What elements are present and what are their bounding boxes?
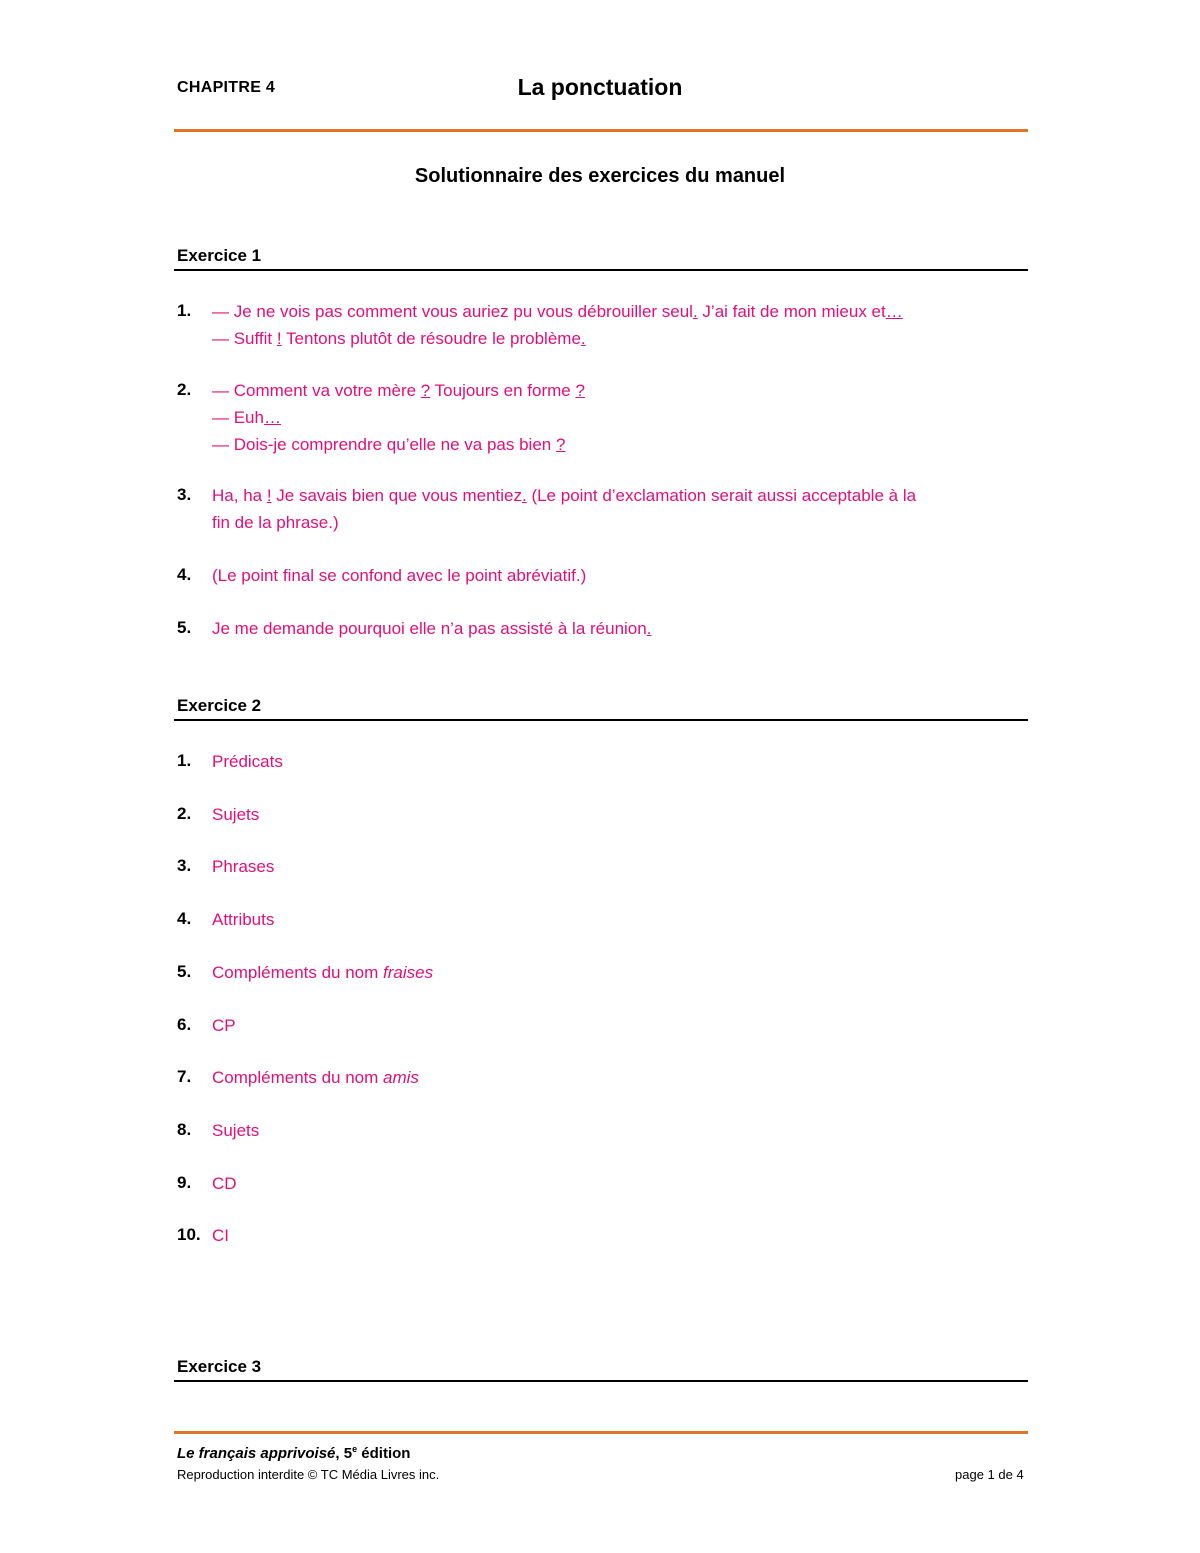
corrected-punctuation: ? xyxy=(555,435,566,454)
footer-divider xyxy=(174,1431,1028,1434)
exercise-2-answer: Sujets xyxy=(212,1120,260,1140)
document-title: Solutionnaire des exercices du manuel xyxy=(414,165,786,187)
exercise-1-answer-line: — Je ne vois pas comment vous auriez pu vous débrouiller seul. J’ai fait de mon mieux et… xyxy=(212,302,903,321)
exercise-2-item-number: 1. xyxy=(177,751,192,770)
corrected-punctuation: . xyxy=(521,486,527,505)
exercise-3-title: Exercice 3 xyxy=(177,1357,262,1376)
exercise-1-answer-line: — Suffit ! Tentons plutôt de résoudre le problème. xyxy=(212,329,586,348)
corrected-punctuation: ? xyxy=(575,381,585,400)
exercise-2-answer: CI xyxy=(212,1226,229,1246)
exercise-2-answer: CD xyxy=(212,1173,237,1193)
exercise-2-item-number: 3. xyxy=(177,856,192,876)
exercise-1-answer-line: — Euh… xyxy=(212,408,281,427)
exercise-2-item-number: 6. xyxy=(177,1014,192,1034)
exercise-2-divider xyxy=(174,719,1028,721)
exercise-3-divider xyxy=(174,1380,1028,1382)
page-title: La ponctuation xyxy=(517,74,683,100)
exercise-1-item-number: 5. xyxy=(177,618,192,637)
corrected-punctuation: … xyxy=(263,408,281,427)
exercise-1-item-number: 2. xyxy=(177,380,192,399)
exercise-1-divider xyxy=(174,269,1028,271)
exercise-2-answer: Compléments du nom amis xyxy=(212,1068,419,1088)
exercise-2-answer: Compléments du nom fraises xyxy=(212,962,434,982)
corrected-punctuation: ? xyxy=(420,381,431,400)
chapter-label: CHAPITRE 4 xyxy=(177,79,276,96)
exercise-1-title: Exercice 1 xyxy=(177,246,262,265)
footer-page-number: page 1 de 4 xyxy=(955,1467,1024,1482)
exercise-2-answer: CP xyxy=(212,1015,236,1035)
footer-copyright: Reproduction interdite © TC Média Livres inc. xyxy=(177,1467,440,1482)
corrected-punctuation: , xyxy=(233,486,239,505)
corrected-punctuation: … xyxy=(885,302,903,321)
exercise-1-item-number: 3. xyxy=(177,485,192,504)
exercise-1-answer-line: — Dois-je comprendre qu’elle ne va pas bien ? xyxy=(212,435,566,454)
corrected-punctuation: . xyxy=(580,329,586,348)
exercise-2-answer: Attributs xyxy=(212,910,275,930)
exercise-2-answer: Prédicats xyxy=(212,752,283,771)
corrected-punctuation: . xyxy=(692,302,698,321)
exercise-2-item-number: 2. xyxy=(177,803,192,823)
exercise-1-answer-line: (Le point final se confond avec le point abréviatif.) xyxy=(212,566,587,585)
exercise-2-item-number: 4. xyxy=(177,909,192,929)
header-divider xyxy=(174,129,1028,132)
exercise-1-answer-line: Ha, ha ! Je savais bien que vous mentiez. (Le point d’exclamation serait aussi acceptable à la xyxy=(212,486,917,505)
exercise-2-item-number: 7. xyxy=(177,1067,192,1087)
corrected-punctuation: ! xyxy=(266,486,272,505)
corrected-punctuation: ! xyxy=(276,329,282,348)
exercise-2-answer: Phrases xyxy=(212,857,275,877)
exercise-1-item-number: 4. xyxy=(177,565,192,584)
exercise-1-answer-line: fin de la phrase.) xyxy=(212,513,339,532)
italic-term: fraises xyxy=(383,962,434,982)
footer-book-title: Le français apprivoisé, 5e édition xyxy=(177,1444,411,1462)
exercise-2-item-number: 10. xyxy=(177,1225,201,1245)
exercise-2-item-number: 5. xyxy=(177,961,192,981)
exercise-2-title: Exercice 2 xyxy=(177,696,262,715)
exercise-2-item-number: 8. xyxy=(177,1119,192,1139)
exercise-1-answer-line: — Comment va votre mère ? Toujours en forme ? xyxy=(212,381,585,400)
exercise-1-answer-line: Je me demande pourquoi elle n’a pas assisté à la réunion. xyxy=(212,619,652,638)
exercise-2-item-number: 9. xyxy=(177,1172,192,1192)
exercise-1-item-number: 1. xyxy=(177,301,192,320)
italic-term: amis xyxy=(383,1068,419,1088)
corrected-punctuation: . xyxy=(646,619,652,638)
exercise-2-answer: Sujets xyxy=(212,804,260,824)
